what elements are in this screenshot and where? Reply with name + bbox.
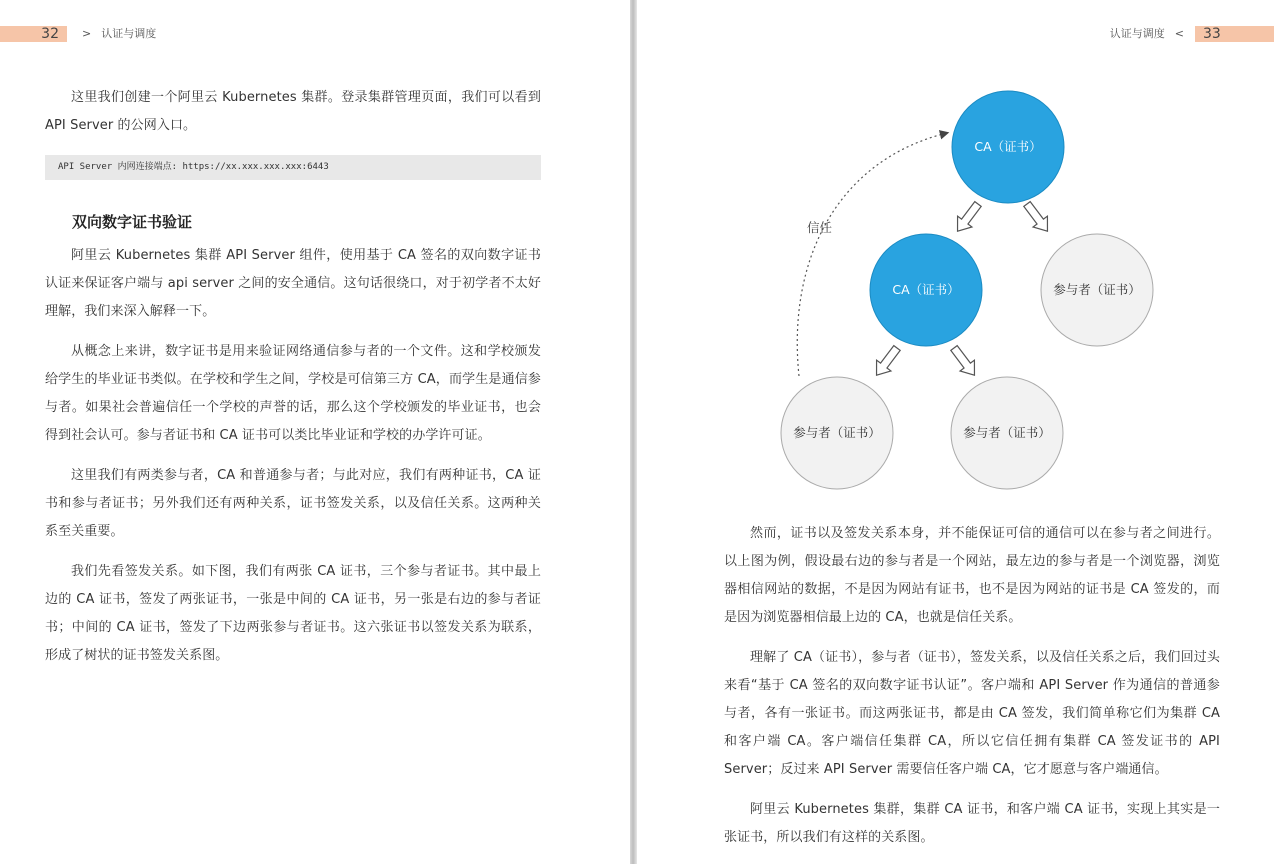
running-header: [1110, 27, 1184, 41]
header-title: 认证与调度: [101, 27, 157, 40]
header-arrow: >: [82, 27, 92, 40]
paragraph: 从概念上来讲，数字证书是用来验证网络通信参与者的一个文件。这和学校颁发给学生的毕业证书类似。在学校和学生之间，学校是可信第三方 CA，而学生是通信参与者。如果社会普遍信任一个学校的声誉的话，那么这个学校颁发的毕业证书，也会得到社会认可。参与者证书和 CA 证书可以类比毕业证和学校的办学许可证。: [45, 344, 541, 443]
code-block: [45, 155, 541, 180]
paragraph: 我们先看签发关系。如下图，我们有两张 CA 证书，三个参与者证书。其中最上边的 CA 证书，签发了两张证书，一张是中间的 CA 证书，另一张是右边的参与者证书；中间的 CA 证书，签发了下边两张参与者证书。这六张证书以签发关系为联系，形成了树状的证书签发关系图。: [45, 564, 541, 663]
paragraph: 阿里云 Kubernetes 集群，集群 CA 证书，和客户端 CA 证书，实现上其实是一张证书，所以我们有这样的关系图。: [724, 802, 1220, 845]
paragraph: 理解了 CA（证书），参与者（证书），签发关系，以及信任关系之后，我们回过头来看“基于 CA 签名的双向数字证书认证”。客户端和 API Server 作为通信的普通参与者，各有一张证书。而这两张证书，都是由 CA 签发，我们简单称它们为集群 CA 和客户端 CA。客户端信任集群 CA，所以它信任拥有集群 CA 签发证书的 API Server；反过来 API Server 需要信任客户端 CA，它才愿意与客户端通信。: [724, 650, 1220, 777]
section-title: 双向数字证书验证: [72, 213, 193, 231]
code-line: API Server 内网连接端点: https://xx.xxx.xxx.xxx:6443: [58, 162, 329, 172]
paragraph: 然而，证书以及签发关系本身，并不能保证可信的通信可以在参与者之间进行。以上图为例，假设最右边的参与者是一个网站，最左边的参与者是一个浏览器，浏览器相信网站的数据，不是因为网站有证书，也不是因为网站的证书是 CA 签发的，而是因为浏览器相信最上边的 CA，也就是信任关系。: [724, 526, 1220, 625]
ca-top-label: CA（证书）: [974, 139, 1042, 154]
issue-arrow: [869, 343, 904, 381]
paragraph: 这里我们有两类参与者，CA 和普通参与者；与此对应，我们有两种证书，CA 证书和参与者证书；另外我们还有两种关系，证书签发关系，以及信任关系。这两种关系至关重要。: [45, 468, 541, 539]
book-gutter: [630, 0, 637, 864]
page-number: 32: [41, 26, 59, 42]
page-number: 33: [1203, 26, 1221, 42]
header-arrow: <: [1174, 27, 1184, 40]
page-number-badge: [0, 26, 67, 42]
participant-bottom-right-label: 参与者（证书）: [963, 425, 1051, 440]
right-page: [637, 0, 1274, 864]
intro-paragraph-block: [45, 84, 541, 140]
right-paragraphs: [724, 520, 1220, 852]
issue-arrow: [947, 343, 982, 381]
paragraph: 阿里云 Kubernetes 集群 API Server 组件，使用基于 CA 签名的双向数字证书认证来保证客户端与 api server 之间的安全通信。这句话很绕口，对于初学者不太好理解，我们来深入解释一下。: [45, 248, 541, 319]
issue-arrow: [1020, 199, 1055, 237]
header-title: 认证与调度: [1109, 27, 1165, 40]
trust-label: 信任: [807, 220, 833, 235]
intro-paragraph: 这里我们创建一个阿里云 Kubernetes 集群。登录集群管理页面，我们可以看到 API Server 的公网入口。: [45, 90, 541, 133]
participant-right-label: 参与者（证书）: [1053, 282, 1141, 297]
running-header: [82, 27, 156, 41]
participant-bottom-left-label: 参与者（证书）: [793, 425, 881, 440]
left-page: [0, 0, 630, 864]
issue-arrow: [950, 199, 985, 237]
left-paragraphs: [45, 242, 541, 670]
ca-mid-label: CA（证书）: [892, 282, 960, 297]
page-number-badge: [1195, 26, 1274, 42]
certificate-tree-diagram: [777, 80, 1177, 500]
